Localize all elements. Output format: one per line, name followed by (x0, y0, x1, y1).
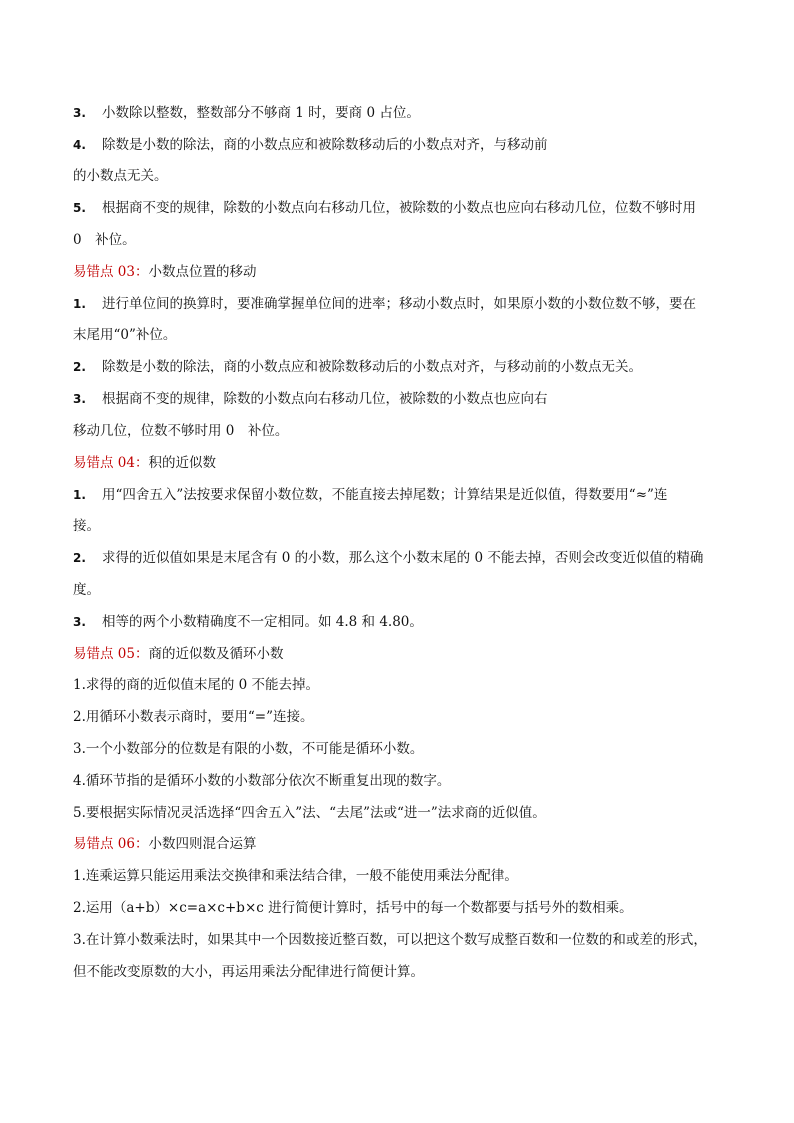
item-3-continuation: 移动几位，位数不够时用 0 补位。 (73, 423, 289, 439)
item-2-line (73, 549, 703, 567)
section-heading-04 (73, 454, 216, 472)
list-item: 5.要根据实际情况灵活选择“四舍五入”法、“去尾”法或“进一”法求商的近似值。 (73, 805, 546, 821)
item-number: 3. (73, 106, 86, 120)
item-2-line (73, 358, 642, 376)
item-3-line (73, 613, 423, 631)
item-1-line (73, 486, 667, 504)
list-item: 1.连乘运算只能运用乘法交换律和乘法结合律，一般不能使用乘法分配律。 (73, 868, 518, 884)
item-text: 根据商不变的规律，除数的小数点向右移动几位，被除数的小数点也应向右 (102, 391, 548, 407)
item-text: 除数是小数的除法，商的小数点应和被除数移动后的小数点对齐，与移动前 (102, 137, 548, 153)
heading-label: 易错点 03： (73, 264, 149, 280)
item-3-line (73, 104, 420, 122)
item-text: 小数除以整数，整数部分不够商 1 时，要商 0 占位。 (102, 105, 420, 121)
heading-label: 易错点 05： (73, 646, 149, 662)
item-number: 1. (73, 488, 86, 502)
item-1-line (73, 295, 696, 313)
item-number: 5. (73, 201, 86, 215)
item-1-continuation: 接。 (73, 518, 100, 534)
item-4-line (73, 136, 548, 154)
list-item: 4.循环节指的是循环小数的小数部分依次不断重复出现的数字。 (73, 773, 451, 789)
item-5-line (73, 199, 696, 217)
item-5-continuation: 0 补位。 (73, 232, 136, 248)
item-text: 相等的两个小数精确度不一定相同。如 4.8 和 4.80。 (102, 614, 423, 630)
item-2-continuation: 度。 (73, 582, 100, 598)
list-item: 3.一个小数部分的位数是有限的小数，不可能是循环小数。 (73, 741, 424, 757)
section-heading-06 (73, 835, 256, 853)
section-heading-05 (73, 645, 283, 663)
heading-label: 易错点 04： (73, 455, 149, 471)
item-number: 1. (73, 297, 86, 311)
item-1-continuation: 末尾用“0”补位。 (73, 327, 177, 343)
item-number: 2. (73, 360, 86, 374)
heading-title: 小数点位置的移动 (148, 264, 257, 280)
item-text: 用“四舍五入”法按要求保留小数位数，不能直接去掉尾数；计算结果是近似值，得数要用“≈”连 (102, 487, 668, 503)
heading-title: 小数四则混合运算 (148, 836, 257, 852)
list-item: 2.运用（a+b）×c=a×c+b×c 进行简便计算时，括号中的每一个数都要与括号外的数相乘。 (73, 900, 633, 916)
item-text: 除数是小数的除法，商的小数点应和被除数移动后的小数点对齐，与移动前的小数点无关。 (102, 359, 642, 375)
heading-label: 易错点 06： (73, 836, 149, 852)
heading-title: 商的近似数及循环小数 (148, 646, 284, 662)
item-number: 4. (73, 138, 86, 152)
list-item-continuation: 但不能改变原数的大小，再运用乘法分配律进行简便计算。 (73, 964, 424, 980)
item-number: 3. (73, 392, 86, 406)
list-item: 1.求得的商的近似值末尾的 0 不能去掉。 (73, 677, 320, 693)
item-text: 根据商不变的规律，除数的小数点向右移动几位，被除数的小数点也应向右移动几位，位数不够时用 (102, 200, 696, 216)
item-4-continuation: 的小数点无关。 (73, 168, 168, 184)
item-text: 求得的近似值如果是末尾含有 0 的小数，那么这个小数末尾的 0 不能去掉，否则会改变近似值的精确 (102, 550, 704, 566)
list-item: 3.在计算小数乘法时，如果其中一个因数接近整百数，可以把这个数写成整百数和一位数的和或差的形式， (73, 932, 707, 948)
item-number: 2. (73, 551, 86, 565)
section-heading-03 (73, 263, 256, 281)
item-3-line (73, 390, 548, 408)
list-item: 2.用循环小数表示商时，要用“=”连接。 (73, 709, 314, 725)
heading-title: 积的近似数 (148, 455, 216, 471)
item-text: 进行单位间的换算时，要准确掌握单位间的进率；移动小数点时，如果原小数的小数位数不够，要在 (102, 296, 696, 312)
item-number: 3. (73, 615, 86, 629)
